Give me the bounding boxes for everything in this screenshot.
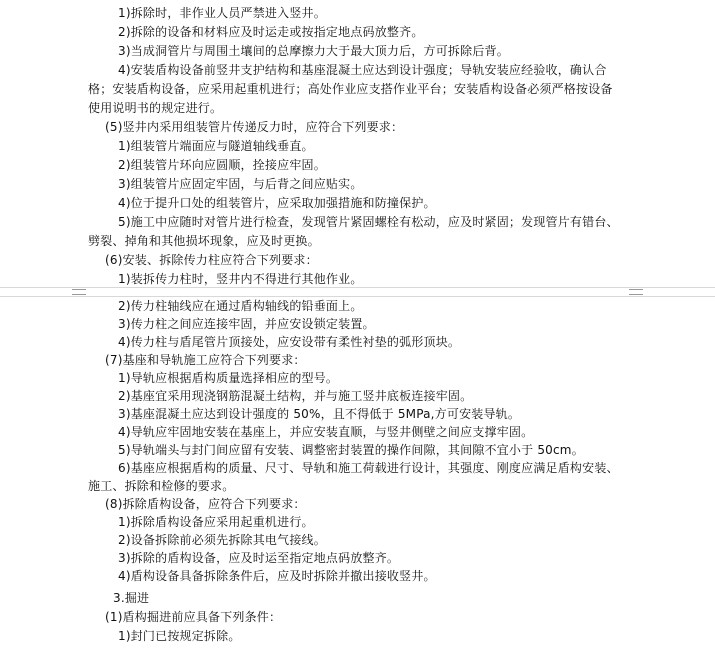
text-line: 4)盾构设备具备拆除条件后，应及时拆除并撤出接收竖井。 <box>118 569 436 583</box>
page-corner-mark-left <box>72 289 86 295</box>
page-break <box>0 287 715 297</box>
text-line: 使用说明书的规定进行。 <box>88 101 223 115</box>
text-line: 3)组装管片应固定牢固，与后背之间应贴实。 <box>118 177 363 191</box>
text-line: 2)设备拆除前必须先拆除其电气接线。 <box>118 533 326 547</box>
section-heading: (5)竖井内采用组装管片传递反力时，应符合下列要求： <box>105 120 404 134</box>
text-line: 1)封门已按规定拆除。 <box>118 629 241 643</box>
section-heading: (1)盾构掘进前应具备下列条件： <box>105 610 282 624</box>
text-line: 3)拆除的盾构设备，应及时运至指定地点码放整齐。 <box>118 551 400 565</box>
text-line: 4)安装盾构设备前竖井支护结构和基座混凝土应达到设计强度；导轨安装应经验收，确认合 <box>118 63 607 77</box>
text-line: 施工、拆除和检修的要求。 <box>88 479 235 493</box>
text-line: 5)施工中应随时对管片进行检查，发现管片紧固螺栓有松动，应及时紧固；发现管片有错台、 <box>118 215 619 229</box>
text-line: 3)当成洞管片与周围土壤间的总摩擦力大于最大顶力后，方可拆除后背。 <box>118 44 509 58</box>
text-line: 1)导轨应根据盾构质量选择相应的型号。 <box>118 371 339 385</box>
document-page-bottom <box>0 297 715 649</box>
text-line: 5)导轨端头与封门间应留有安装、调整密封装置的操作间隙，其间隙不宜小于 50cm。 <box>118 443 584 457</box>
text-line: 格；安装盾构设备，应采用起重机进行；高处作业应支搭作业平台；安装盾构设备必须严格按设备 <box>88 82 613 96</box>
section-heading: (7)基座和导轨施工应符合下列要求： <box>105 353 306 367</box>
text-line: 2)组装管片环向应圆顺，拴接应牢固。 <box>118 158 326 172</box>
text-line: 2)基座宜采用现浇钢筋混凝土结构，并与施工竖井底板连接牢固。 <box>118 389 473 403</box>
text-line: 4)位于提升口处的组装管片，应采取加强措施和防撞保护。 <box>118 196 436 210</box>
section-heading: (8)拆除盾构设备，应符合下列要求： <box>105 497 306 511</box>
text-line: 2)传力柱轴线应在通过盾构轴线的铅垂面上。 <box>118 299 363 313</box>
text-line: 1)装拆传力柱时，竖井内不得进行其他作业。 <box>118 272 363 286</box>
text-line: 2)拆除的设备和材料应及时运走或按指定地点码放整齐。 <box>118 25 424 39</box>
text-line: 6)基座应根据盾构的质量、尺寸、导轨和施工荷载进行设计，其强度、刚度应满足盾构安装、 <box>118 461 619 475</box>
page-corner-mark-right <box>629 289 643 295</box>
document-page-top <box>0 0 715 287</box>
text-line: 1)组装管片端面应与隧道轴线垂直。 <box>118 139 314 153</box>
text-line: 3)基座混凝土应达到设计强度的 50%，且不得低于 5MPa,方可安装导轨。 <box>118 407 521 421</box>
text-line: 1)拆除时，非作业人员严禁进入竖井。 <box>118 6 326 20</box>
text-line: 劈裂、掉角和其他损坏现象，应及时更换。 <box>88 234 320 248</box>
section-title: 3.掘进 <box>113 591 150 605</box>
section-heading: (6)安装、拆除传力柱应符合下列要求： <box>105 253 318 267</box>
text-line: 4)传力柱与盾尾管片顶接处，应安设带有柔性衬垫的弧形顶块。 <box>118 335 461 349</box>
text-line: 1)拆除盾构设备应采用起重机进行。 <box>118 515 314 529</box>
text-line: 3)传力柱之间应连接牢固，并应安设锁定装置。 <box>118 317 375 331</box>
text-line: 4)导轨应牢固地安装在基座上，并应安装直顺，与竖井侧壁之间应支撑牢固。 <box>118 425 534 439</box>
